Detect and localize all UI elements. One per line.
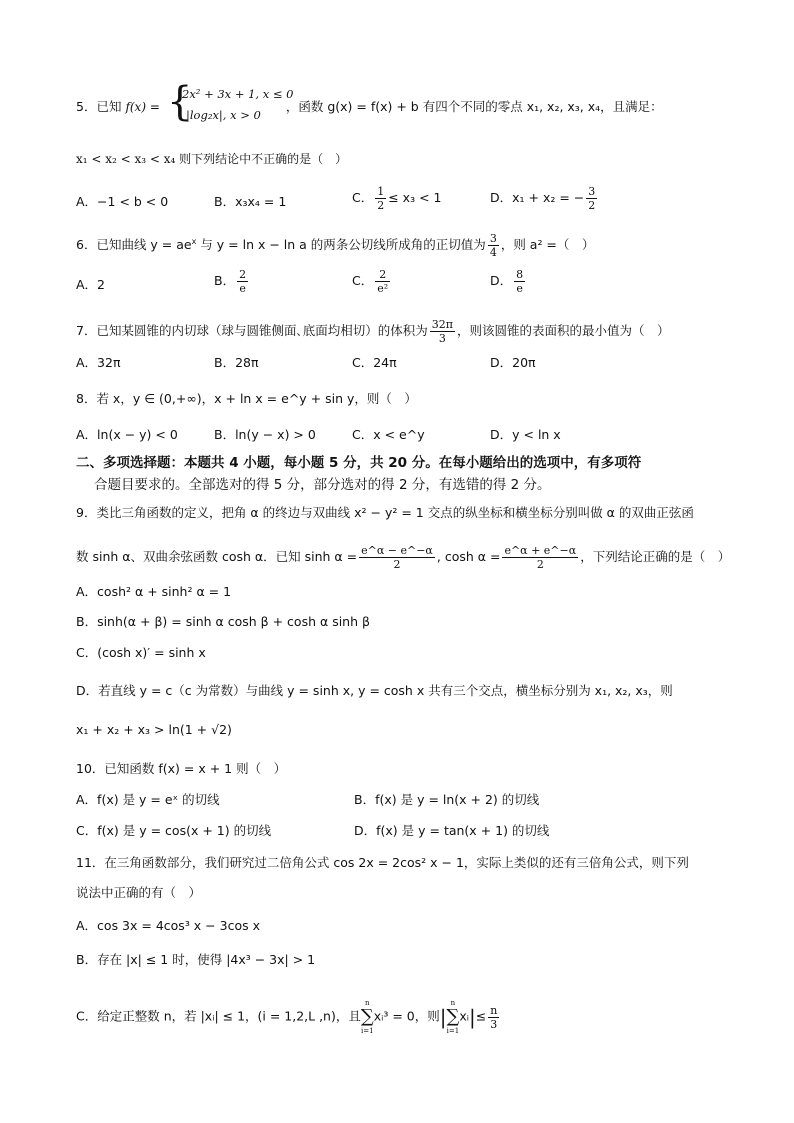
q5-suffix: ，函数 g(x) = f(x) + b 有四个不同的零点 x₁, x₂, x₃, x₄，且满足： — [285, 99, 663, 114]
q9-fraction-sinh — [359, 544, 435, 571]
q9-option-a: A．cosh² α + sinh² α = 1 — [76, 584, 232, 599]
q11-option-c-fraction — [488, 1004, 499, 1031]
q6-option-a: A．2 — [76, 277, 106, 292]
q5-option-a: A．−1 < b < 0 — [76, 194, 169, 209]
q8-option-b: B．ln(y − x) > 0 — [214, 427, 316, 442]
q11-option-c-le: ≤ — [475, 1008, 487, 1024]
q7-post: ，则该圆锥的表面积的最小值为（ ） — [456, 323, 670, 338]
q5-brace: { — [167, 79, 193, 125]
q7-option-d: D．20π — [490, 355, 536, 370]
q6-option-b-label: B． — [214, 273, 236, 288]
q9-option-b: B．sinh(α + β) = sinh α cosh β + cosh α sinh β — [76, 614, 370, 629]
q6-den: 4 — [489, 246, 497, 259]
q11-option-b: B．存在 |x| ≤ 1 时，使得 |4x³ − 3x| > 1 — [76, 952, 316, 967]
q6-fraction — [488, 232, 499, 259]
q9-line2-post: ，下列结论正确的是（ ） — [580, 549, 731, 564]
q11-sum-top: n — [365, 999, 370, 1007]
q5-prefix: 5．已知 — [76, 99, 122, 114]
q6-stem — [76, 232, 734, 259]
q10-stem: 10．已知函数 f(x) = x + 1 则（ ） — [76, 761, 287, 776]
q7-option-b: B．28π — [214, 355, 259, 370]
q11-sum-bottom: i=1 — [361, 1027, 374, 1035]
q5-option-c-num: 1 — [377, 185, 385, 198]
q5-option-d-text: D．x₁ + x₂ = − — [490, 190, 585, 205]
q9-line2 — [76, 544, 734, 571]
q7-num: 32π — [431, 318, 453, 331]
q9-option-d-line2: x₁ + x₂ + x₃ > ln(1 + √2) — [76, 722, 232, 737]
q5-option-b: B．x₃x₄ = 1 — [214, 194, 287, 209]
q6-option-b-den: e — [239, 282, 246, 295]
section2-line1 — [76, 452, 734, 474]
q6-option-c-label: C． — [352, 273, 374, 288]
q11-option-c-pre: C．给定正整数 n，若 |xᵢ| ≤ 1，(i = 1,2,L ,n)，且 — [76, 1008, 361, 1024]
q6-option-d-den: e — [516, 282, 523, 295]
q5-option-d-fraction — [586, 185, 597, 212]
q6-option-c-num: 2 — [375, 268, 390, 282]
q5-option-d-den: 2 — [588, 199, 596, 212]
q6-num: 3 — [489, 232, 497, 245]
q9-line2-pre: 数 sinh α、双曲余弦函数 cosh α．已知 sinh α = — [76, 549, 358, 564]
q11-option-c-abs: xᵢ — [459, 1008, 469, 1024]
q5-option-d-num: 3 — [588, 185, 596, 198]
q6-option-d-label: D． — [490, 273, 513, 288]
q11-option-c-mid: xᵢ³ = 0，则 — [373, 1008, 440, 1024]
q7-fraction — [430, 318, 455, 345]
q5-option-c — [352, 185, 441, 212]
q5-option-c-text: ≤ x₃ < 1 — [388, 190, 442, 205]
q5-option-c-fraction — [375, 185, 386, 212]
q5-option-c-den: 2 — [377, 199, 385, 212]
q7-stem — [76, 318, 734, 345]
q6-option-d-fraction — [514, 268, 525, 295]
q7-option-a: A．32π — [76, 355, 121, 370]
section2-line1-a: 二、多项选择题：本题共 4 小题，每小题 5 分，共 20 分。 — [76, 455, 439, 471]
q8-option-c: C．x < e^y — [352, 427, 425, 442]
q9-f2-den: 2 — [536, 558, 544, 571]
q6-post: ，则 a² =（ ） — [500, 237, 595, 252]
q7-option-c: C．24π — [352, 355, 397, 370]
q6-option-c-fraction — [375, 268, 390, 295]
q6-option-c — [352, 268, 392, 295]
q6-option-c-den: e² — [377, 282, 389, 295]
q9-fraction-cosh — [502, 544, 578, 571]
q6-pre: 6．已知曲线 y = ae — [76, 237, 192, 252]
q5-line2: x₁ < x₂ < x₃ < x₄ 则下列结论中不正确的是（ ） — [76, 152, 348, 166]
q9-option-c: C．(cosh x)′ = sinh x — [76, 645, 206, 660]
q5-option-d — [490, 185, 599, 212]
q10-option-b: B．f(x) 是 y = ln(x + 2) 的切线 — [354, 792, 540, 807]
q9-f1-num: e^α − e^−α — [361, 544, 433, 557]
q9-option-d-line1: D．若直线 y = c（c 为常数）与曲线 y = sinh x, y = cosh x 共有三个交点，横坐标分别为 x₁, x₂, x₃，则 — [76, 683, 673, 698]
q11-sum2-top: n — [450, 999, 456, 1007]
q10-option-a: A．f(x) 是 y = eˣ 的切线 — [76, 792, 220, 807]
q8-stem: 8．若 x，y ∈ (0,+∞)，x + ln x = e^y + sin y，则（ ） — [76, 391, 417, 406]
section2-line2: 合题目要求的。全部选对的得 5 分，部分选对的得 2 分，有选错的得 2 分。 — [94, 477, 551, 493]
q11-option-c: C．给定正整数 n，若 |xᵢ| ≤ 1，(i = 1,2,L ,n)，且 n ∑ i=1 xᵢ³ = 0，则| n ∑ i=1 xᵢ|≤ $\frac{n}{3}$ — [76, 999, 498, 1035]
q5-option-c-label: C． — [352, 190, 374, 205]
q6-option-d-num: 8 — [516, 268, 524, 281]
q11-option-c-den: 3 — [490, 1017, 498, 1031]
q6-sup: x — [191, 236, 197, 246]
q7-den: 3 — [438, 332, 446, 345]
q8-option-a: A．ln(x − y) < 0 — [76, 427, 178, 442]
q9-line1: 9．类比三角函数的定义，把角 α 的终边与双曲线 x² − y² = 1 交点的纵坐标和横坐标分别叫做 α 的双曲正弦函 — [76, 505, 694, 520]
q9-mid: , cosh α = — [436, 549, 501, 564]
section2-line1-b: 在每小题给出的选项中，有多项符 — [438, 455, 642, 471]
q9-f2-num: e^α + e^−α — [504, 544, 577, 557]
q6-option-b-fraction — [237, 268, 248, 295]
q11-option-c-num: n — [490, 1003, 498, 1017]
q6-mid: 与 y = ln x − ln a 的两条公切线所成角的正切值为 — [196, 237, 486, 252]
q6-option-b — [214, 268, 250, 295]
q7-pre: 7．已知某圆锥的内切球（球与圆锥侧面､底面均相切）的体积为 — [76, 323, 428, 338]
q10-option-c: C．f(x) 是 y = cos(x + 1) 的切线 — [76, 823, 272, 838]
q11-option-a: A．cos 3x = 4cos³ x − 3cos x — [76, 918, 260, 933]
q6-option-b-num: 2 — [239, 268, 247, 281]
q6-option-d — [490, 268, 527, 295]
q11-line1: 11．在三角函数部分，我们研究过二倍角公式 cos 2x = 2cos² x − 1，实际上类似的还有三倍角公式，则下列 — [76, 855, 689, 870]
q11-sum-symbol-2: n ∑ i=1 — [446, 999, 460, 1035]
q11-line2: 说法中正确的有（ ） — [76, 885, 202, 900]
q8-option-d: D．y < ln x — [490, 427, 561, 442]
q11-sum2-bottom: i=1 — [446, 1027, 460, 1035]
q5-piece1: 2x² + 3x + 1, x ≤ 0 — [182, 87, 294, 101]
q11-sum-symbol: n ∑ i=1 — [360, 999, 374, 1035]
q10-option-d: D．f(x) 是 y = tan(x + 1) 的切线 — [354, 823, 550, 838]
q5-piece2: |log₂x|, x > 0 — [186, 108, 261, 122]
q9-f1-den: 2 — [393, 558, 401, 571]
q5-fx: f(x) = — [125, 100, 160, 114]
